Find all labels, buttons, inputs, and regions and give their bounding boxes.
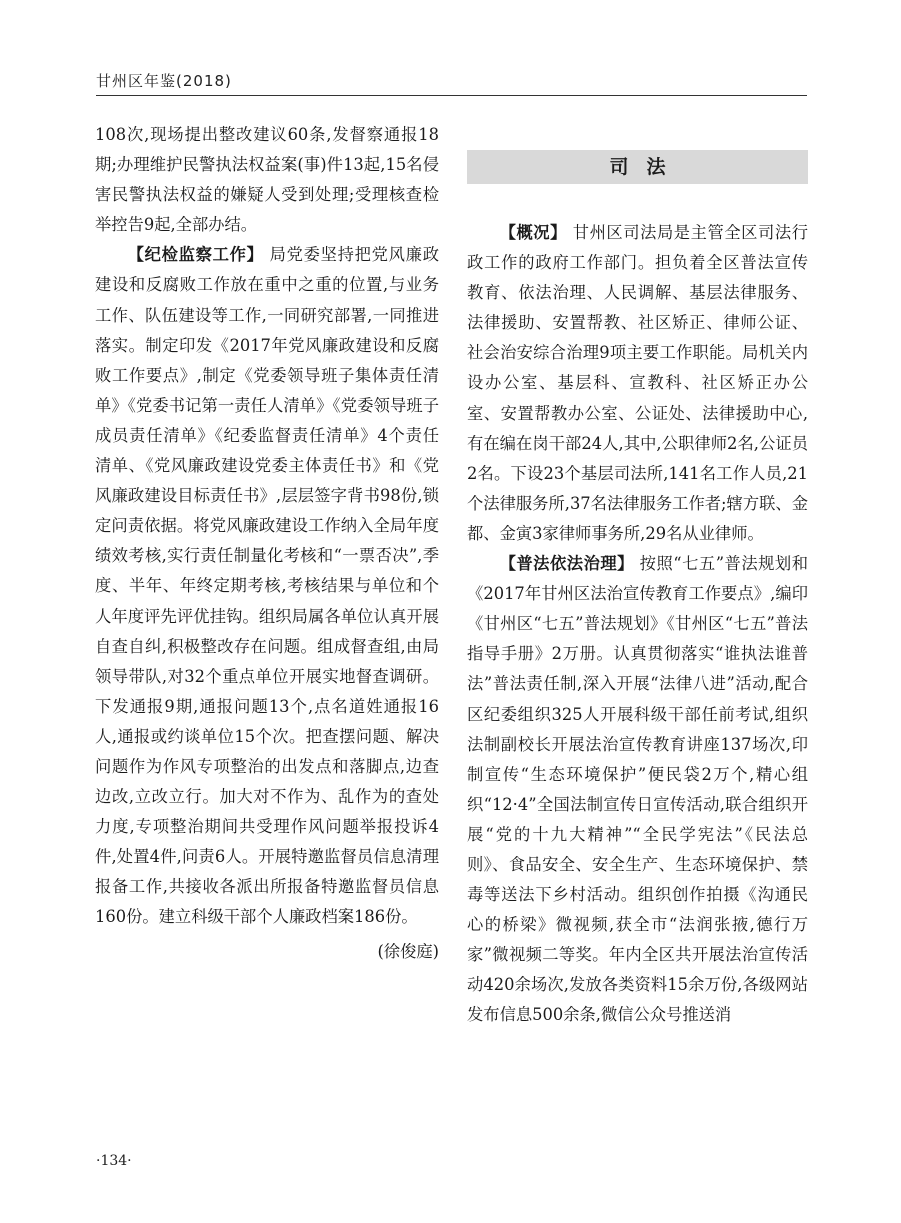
section-title: 【概况】 <box>499 223 567 242</box>
left-column <box>95 120 439 967</box>
running-head: 甘州区年鉴(2018) <box>96 72 232 90</box>
overview-paragraph <box>467 218 808 549</box>
legal-education-paragraph <box>467 549 808 1031</box>
section-title: 【纪检监察工作】 <box>127 245 264 265</box>
continuation-paragraph: 108次,现场提出整改建议60条,发督察通报18期;办理维护民警执法权益案(事)件13起,15名侵害民警执法权益的嫌疑人受到处理;受理核查检举控告9起,全部办结。 <box>95 125 439 235</box>
section-body: 甘州区司法局是主管全区司法行政工作的政府工作部门。担负着全区普法宣传教育、依法治理、人民调解、基层法律服务、法律援助、安置帮教、社区矫正、律师公证、社会治安综合治理9项主要工作职能。局机关内设办公室、基层科、宣教科、社区矫正办公室、安置帮教办公室、公证处、法律援助中心,有在编在岗干部24人,其中,公职律师2名,公证员2名。下设23个基层司法所,141名工作人员,21个法律服务所,37名法律服务工作者;辖方联、金都、金寅3家律师事务所,29名从业律师。 <box>467 223 808 543</box>
section-body: 局党委坚持把党风廉政建设和反腐败工作放在重中之重的位置,与业务工作、队伍建设等工作,一同研究部署,一同推进落实。制定印发《2017年党风廉政建设和反腐败工作要点》,制定《党委领导班子集体责任清单》《党委书记第一责任人清单》《党委领导班子成员责任清单》《纪委监督责任清单》4个责任清单、《党风廉政建设党委主体责任书》和《党风廉政建设目标责任书》,层层签字背书98份,锁定问责依据。将党风廉政建设工作纳入全局年度绩效考核,实行责任制量化考核和“一票否决”,季度、半年、年终定期考核,考核结果与单位和个人年度评先评优挂钩。组织局属各单位认真开展自查自纠,积极整改存在问题。组成督查组,由局领导带队,对32个重点单位开展实地督查调研。下发通报9期,通报问题13个,点名道姓通报16人,通报或约谈单位15个次。把查摆问题、解决问题作为作风专项整治的出发点和落脚点,边查边改,立改立行。加大对不作为、乱作为的查处力度,专项整治期间共受理作风问题举报投诉4件,处置4件,问责6人。开展特邀监督员信息清理报备工作,共接收各派出所报备特邀监督员信息160份。建立科级干部个人廉政档案186份。 <box>95 245 439 927</box>
right-column <box>467 120 808 1031</box>
section-title: 【普法依法治理】 <box>499 554 634 574</box>
discipline-inspection-paragraph <box>95 240 439 932</box>
section-body: 按照“七五”普法规划和《2017年甘州区法治宣传教育工作要点》,编印《甘州区“七五”普法规划》《甘州区“七五”普法指导手册》2万册。认真贯彻落实“谁执法谁普法”普法责任制,深入开展“法律八进”活动,配合区纪委组织325人开展科级干部任前考试,组织法制副校长开展法治宣传教育讲座137场次,印制宣传“生态环境保护”便民袋2万个,精心组织“12·4”全国法制宣传日宣传活动,联合组织开展“党的十九大精神”“全民学宪法”《民法总则》、食品安全、安全生产、生态环境保护、禁毒等送法下乡村活动。组织创作拍摄《沟通民心的桥梁》微视频,获全市“法润张掖,德行万家”微视频二等奖。年内全区共开展法治宣传活动420余场次,发放各类资料15余万份,各级网站发布信息500余条,微信公众号推送消 <box>467 554 808 1025</box>
banner-title: 司法 <box>609 155 684 178</box>
author-signature: (徐俊庭) <box>377 941 439 961</box>
header-rule <box>96 95 807 96</box>
section-banner <box>467 150 808 184</box>
page-number: ·134· <box>96 1153 132 1169</box>
